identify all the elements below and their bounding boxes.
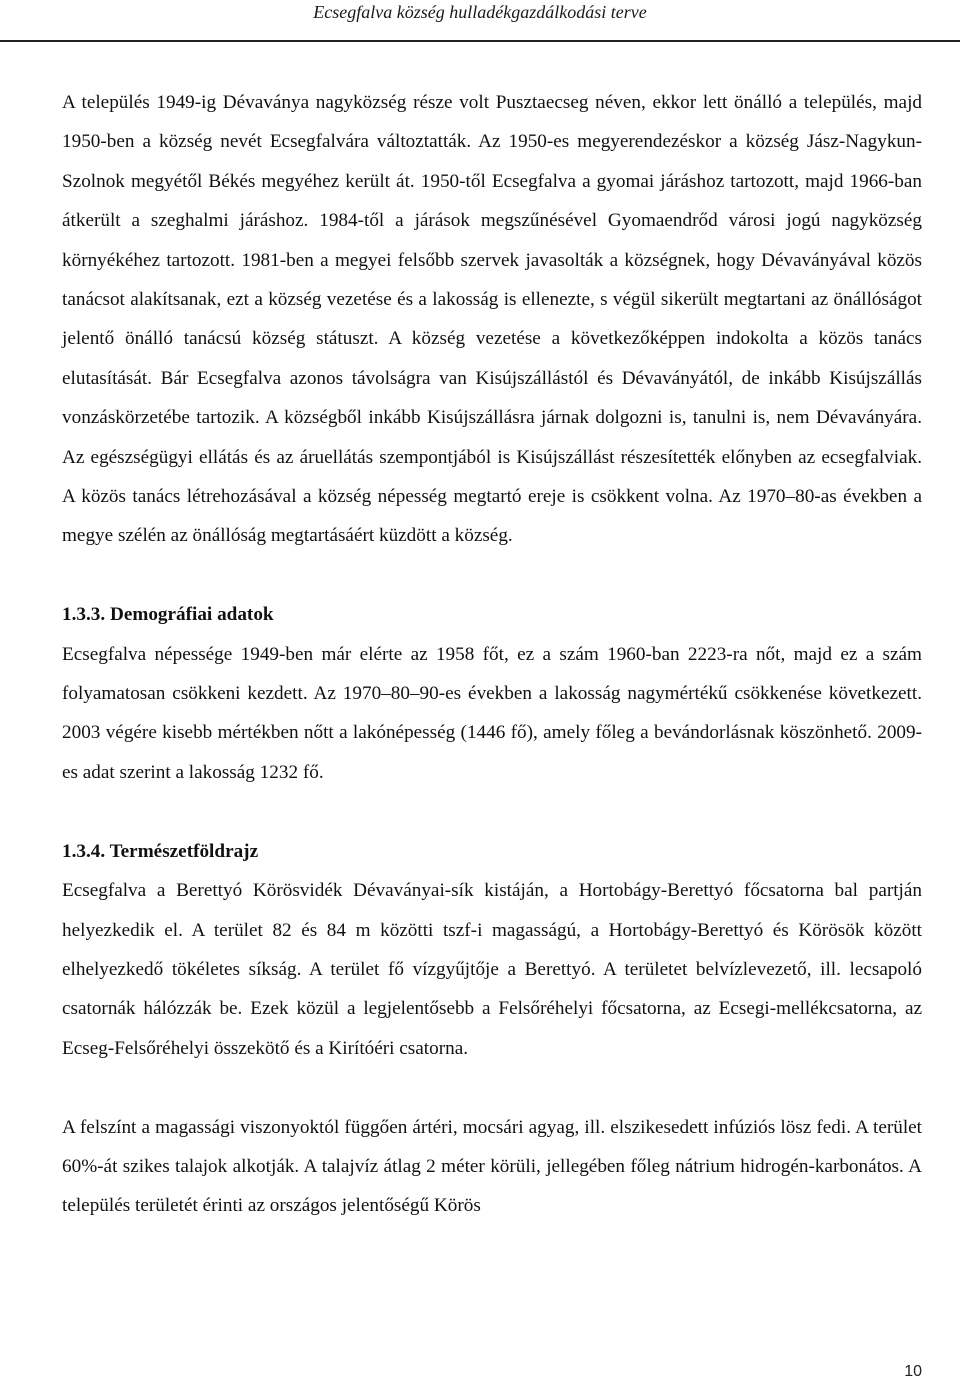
page-header	[0, 0, 960, 38]
spacer	[62, 792, 922, 831]
page-number: 10	[904, 1363, 922, 1380]
header-divider	[0, 40, 960, 42]
paragraph-geography: Ecsegfalva a Berettyó Körösvidék Dévaványai-sík kistáján, a Hortobágy-Berettyó főcsatorna bal partján helyezkedik el. A terület 82 és 84 m közötti tszf-i magasságú, a Hortobágy-Berettyó és Körösök között elhelyezkedő tökéletes síkság. A terület fő vízgyűjtője a Berettyó. A területet belvízlevezető, ill. lecsapoló csatornák hálózzák be. Ezek közül a legjelentősebb a Felsőréhelyi főcsatorna, az Ecsegi-mellékcsatorna, az Ecseg-Felsőréhelyi összekötő és a Kirítóéri csatorna.	[62, 880, 922, 1059]
paragraph-history: A település 1949-ig Dévaványa nagyközség része volt Pusztaecseg néven, ekkor lett önálló a település, majd 1950-ben a község nevét Ecsegfalvára változtatták. Az 1950-es megyerendezéskor a község Jász-Nagykun-Szolnok megyétől Békés megyéhez került át. 1950-től Ecsegfalva a gyomai járáshoz tartozott, majd 1966-ban átkerült a szeghalmi járáshoz. 1984-től a járások megszűnésével Gyomaendrőd városi jogú nagyközség környékéhez tartozott. 1981-ben a megyei felsőbb szervek javasolták a községnek, hogy Dévaványával közös tanácsot alakítsanak, ezt a község vezetése és a lakosság is ellenezte, s végül sikerült megtartani az önállóságot jelentő önálló tanácsú község státuszt. A község vezetése a következőképpen indokolta a közös tanács elutasítását. Bár Ecsegfalva azonos távolságra van Kisújszállástól és Dévaványától, de inkább Kisújszállás vonzáskörzetébe tartozik. A községből inkább Kisújszállásra járnak dolgozni is, tanulni is, nem Dévaványára. Az egészségügyi ellátás és az áruellátás szempontjából is Kisújszállást részesítették előnyben az ecsegfalviak. A közös tanács létrehozásával a község népesség megtartó ereje is csökkent volna. Az 1970–80-as években a megye szélén az önállóság megtartásáért küzdött a község.	[62, 92, 922, 547]
spacer	[62, 1068, 922, 1107]
spacer	[62, 556, 922, 595]
heading-geography: 1.3.4. Természetföldrajz	[62, 840, 259, 862]
paragraph-soil: A felszínt a magassági viszonyoktól függően ártéri, mocsári agyag, ill. elszikesedett infúziós lösz fedi. A terület 60%-át szikes talajok alkotják. A talajvíz átlag 2 méter körüli, jellegében főleg nátrium hidrogén-karbonátos. A település területét érinti az országos jelentőségű Körös	[62, 1116, 922, 1217]
document-body	[62, 83, 922, 1226]
heading-demography: 1.3.3. Demográfiai adatok	[62, 604, 274, 626]
paragraph-demography: Ecsegfalva népessége 1949-ben már elérte az 1958 főt, ez a szám 1960-ban 2223-ra nőt, majd ez a szám folyamatosan csökkeni kezdett. Az 1970–80–90-es években a lakosság nagymértékű csökkenése következett. 2003 végére kisebb mértékben nőtt a lakónépesség (1446 fő), amely főleg a bevándorlásnak köszönhető. 2009-es adat szerint a lakosság 1232 fő.	[62, 643, 922, 783]
document-title: Ecsegfalva község hulladékgazdálkodási terve	[313, 2, 647, 22]
